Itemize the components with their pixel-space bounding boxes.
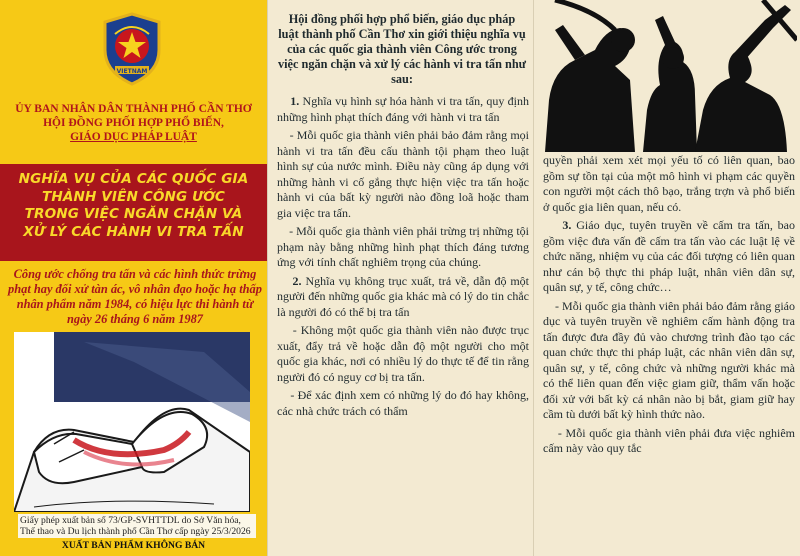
title-line: THÀNH VIÊN CÔNG ƯỚC: [42, 188, 225, 205]
paragraph-text: - Để xác định xem có những lý do đó hay không, các nhà chức trách có thẩm: [277, 388, 530, 418]
fold-line: [533, 0, 534, 556]
convention-subtitle: Công ước chống tra tấn và các hình thức trừng phạt hay đối xử tàn ác, vô nhân đạo hoặc hạ thấp nhân phẩm năm 1984, có hiệu lực thi hành từ ngày 26 tháng 6 năm 1987: [8, 267, 262, 326]
org-line: GIÁO DỤC PHÁP LUẬT: [70, 131, 197, 143]
title-line: NGHĨA VỤ CỦA CÁC QUỐC GIA: [18, 171, 249, 187]
section-number: 3.: [562, 218, 572, 232]
section-2-heading: [277, 274, 529, 321]
title-line: XỬ LÝ CÁC HÀNH VI TRA TẤN: [23, 223, 244, 240]
paragraph: [277, 128, 529, 221]
section-title: Nghĩa vụ hình sự hóa hành vi tra tấn, quy định những hình phạt thích đáng với hành vi tra tấn: [277, 94, 530, 124]
paragraph-text: quyền phải xem xét mọi yếu tố có liên quan, bao gồm sự tồn tại của một mô hình vi phạm các quyền con người một cách thô bạo, trắng trợn và phổ biến ở quốc gia liên quan, nếu có.: [543, 153, 795, 214]
right-column-text: [543, 153, 795, 460]
section-title: Nghĩa vụ không trục xuất, trả về, dẫn độ một người đến những quốc gia khác mà có lý do tin chắc là người đó có thể bị tra tấn: [277, 273, 530, 319]
police-brutality-silhouette: [535, 0, 797, 152]
paragraph-text: - Mỗi quốc gia thành viên phải bảo đảm rằng giáo dục và tuyên truyền về nghiêm cấm hành động tra tấn được đưa đầy đủ vào chương trình đào tạo các quan chức thực thi pháp luật, các nhân viên dân sự, quân sự, y tế, công chức và những người khác mà có thể liên quan đến việc giam giữ, thẩm vấn hoặc đối xử với bất kỳ cá nhân nào bị bắt, giam giữ hay cầm tù dưới bất kỳ hình thức nào.: [543, 298, 796, 421]
bound-hands-illustration: [14, 332, 250, 512]
middle-column-text: [277, 94, 529, 422]
paragraph: [277, 224, 529, 271]
paragraph: [543, 426, 795, 457]
section-number: 1.: [290, 94, 300, 108]
paragraph-text: - Mỗi quốc gia thành viên phải đưa việc nghiêm cấm này vào quy tắc: [543, 425, 796, 455]
paragraph-text: - Mỗi quốc gia thành viên phải bảo đảm rằng mọi hành vi tra tấn đều cấu thành tội phạm theo luật hình sự của nước mình. Điều này cũng áp dụng với những hành vi cố gắng thực hiện việc tra tấn hoặc hành vi của bất kỳ người nào đồng loã hoặc tham gia việc tra tấn.: [277, 128, 529, 220]
org-line: ỦY BAN NHÂN DÂN THÀNH PHỐ CẦN THƠ: [15, 103, 252, 115]
police-emblem-icon: [101, 12, 163, 86]
section-3-heading: [543, 218, 795, 296]
section-number: 2.: [292, 273, 302, 288]
paragraph-text: - Mỗi quốc gia thành viên phải trừng trị những tội phạm này bằng những hình phạt thích đáng tương ứng với tính chất nghiêm trọng của chúng.: [277, 224, 530, 269]
publishing-license: Giấy phép xuất bản số 73/GP-SVHTTDL do Sở Văn hóa, Thể thao và Du lịch thành phố Cần Thơ cấp ngày 25/3/2026: [18, 514, 256, 538]
organization-name: [0, 102, 267, 144]
fold-line: [267, 0, 268, 556]
svg-text:VIETNAM: VIETNAM: [116, 68, 148, 75]
title-line: TRONG VIỆC NGĂN CHẶN VÀ: [24, 206, 243, 222]
paragraph: [543, 299, 795, 423]
paragraph: [543, 153, 795, 215]
section-1-heading: [277, 94, 529, 125]
intro-paragraph: Hội đồng phối hợp phổ biến, giáo dục pháp luật thành phố Cần Thơ xin giới thiệu nghĩa vụ của các quốc gia thành viên Công ước trong việc ngăn chặn và xử lý các hành vi tra tấn như sau:: [277, 12, 527, 86]
section-title: Giáo dục, tuyên truyền về cấm tra tấn, bao gồm việc đưa vấn đề cấm tra tấn vào các luật lệ về chức năng, nhiệm vụ của các đối tượng có liên quan như cán bộ thực thi pháp luật, nhân viên dân sự, quân sự, y tế, công chức…: [543, 218, 795, 294]
org-line: HỘI ĐỒNG PHỐI HỢP PHỔ BIẾN,: [43, 117, 224, 129]
paragraph: [277, 388, 529, 419]
paragraph-text: - Không một quốc gia thành viên nào được trục xuất, đẩy trả về hoặc dẫn độ một người cho một quốc gia khác, nơi có nhiều lý do thực tế để tin rằng người đó có nguy cơ bị tra tấn.: [277, 323, 530, 384]
paragraph: [277, 323, 529, 385]
not-for-sale-label: XUẤT BẢN PHẨM KHÔNG BÁN: [61, 540, 206, 551]
brochure-title: [6, 171, 261, 241]
